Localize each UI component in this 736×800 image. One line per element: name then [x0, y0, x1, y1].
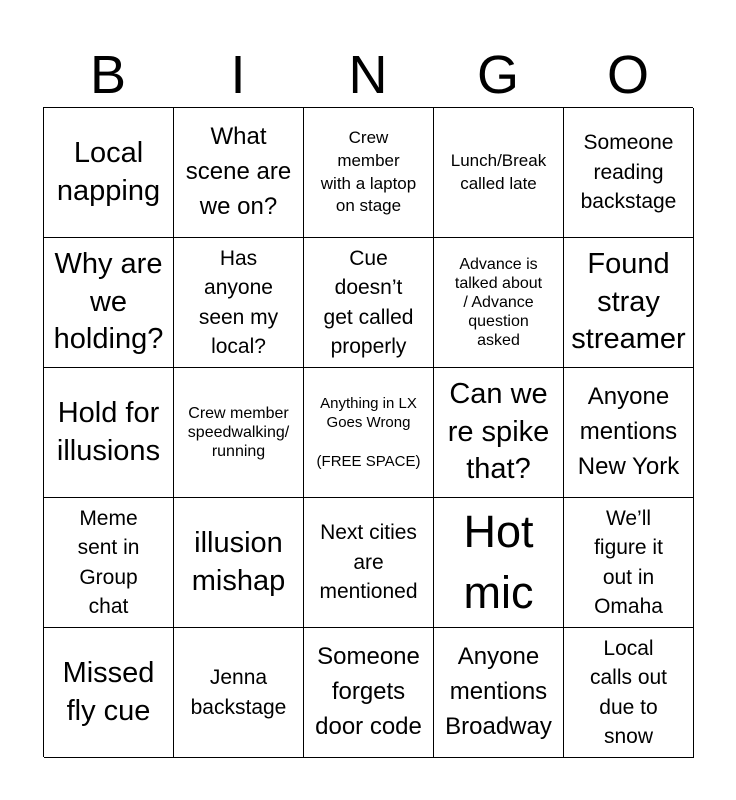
cell-label: Can we re spike that? — [447, 377, 550, 486]
bingo-cell-r5c3[interactable] — [304, 628, 434, 758]
header-letter-n: N — [348, 45, 388, 105]
bingo-cell-r1c3[interactable] — [304, 108, 434, 238]
bingo-cell-r4c5[interactable] — [564, 498, 694, 628]
header-letter-i: I — [230, 45, 246, 105]
bingo-cell-r3c5[interactable] — [564, 368, 694, 498]
cell-label: Meme sent in Group chat — [77, 506, 140, 618]
bingo-cell-r5c2[interactable] — [174, 628, 304, 758]
cell-label: Why are we holding? — [53, 247, 164, 356]
cell-label: Cue doesn’t get called properly — [323, 246, 414, 358]
bingo-cell-r3c2[interactable] — [174, 368, 304, 498]
bingo-cell-r2c3[interactable] — [304, 238, 434, 368]
cell-label: Advance is talked about / Advance question asked — [454, 255, 543, 350]
bingo-cell-r1c5[interactable] — [564, 108, 694, 238]
bingo-board — [43, 107, 693, 757]
bingo-cell-r2c1[interactable] — [44, 238, 174, 368]
bingo-cell-r4c3[interactable] — [304, 498, 434, 628]
cell-label: Anyone mentions Broadway — [445, 643, 552, 740]
bingo-cell-r1c2[interactable] — [174, 108, 304, 238]
bingo-cell-r5c1[interactable] — [44, 628, 174, 758]
bingo-cell-r4c2[interactable] — [174, 498, 304, 628]
cell-label: Lunch/Break called late — [450, 150, 547, 193]
cell-label: Has anyone seen my local? — [198, 246, 279, 358]
cell-label: Someone reading backstage — [580, 131, 677, 214]
cell-label: We’ll figure it out in Omaha — [594, 506, 663, 618]
bingo-cell-r4c4[interactable] — [434, 498, 564, 628]
cell-label: Crew member with a laptop on stage — [320, 127, 417, 216]
cell-label: Local napping — [56, 136, 161, 207]
bingo-cell-r1c1[interactable] — [44, 108, 174, 238]
cell-label: Next cities are mentioned — [319, 521, 418, 604]
cell-label: illusion mishap — [191, 526, 286, 597]
header-letter-g: G — [476, 45, 519, 105]
cell-label: Local calls out due to snow — [589, 636, 668, 748]
bingo-cell-r1c4[interactable] — [434, 108, 564, 238]
cell-label: Anything in LX Goes Wrong (FREE SPACE) — [316, 394, 421, 470]
bingo-header — [43, 42, 693, 108]
bingo-cell-r5c4[interactable] — [434, 628, 564, 758]
bingo-cell-free-space[interactable] — [304, 368, 434, 498]
cell-label: Anyone mentions New York — [577, 383, 680, 480]
bingo-cell-r4c1[interactable] — [44, 498, 174, 628]
header-letter-o: O — [606, 45, 649, 105]
bingo-cell-r2c2[interactable] — [174, 238, 304, 368]
cell-label: Missed fly cue — [62, 656, 155, 727]
header-letter-b: B — [89, 45, 127, 105]
cell-label: Someone forgets door code — [315, 643, 422, 740]
bingo-cell-r3c4[interactable] — [434, 368, 564, 498]
cell-label: Found stray streamer — [571, 247, 686, 356]
cell-label: Hold for illusions — [56, 396, 161, 467]
bingo-cell-r3c1[interactable] — [44, 368, 174, 498]
cell-label: Hot mic — [463, 505, 534, 618]
bingo-cell-r5c5[interactable] — [564, 628, 694, 758]
cell-label: What scene are we on? — [185, 123, 292, 220]
cell-label: Crew member speedwalking/ running — [187, 404, 290, 461]
bingo-cell-r2c5[interactable] — [564, 238, 694, 368]
bingo-cell-r2c4[interactable] — [434, 238, 564, 368]
cell-label: Jenna backstage — [190, 666, 287, 719]
